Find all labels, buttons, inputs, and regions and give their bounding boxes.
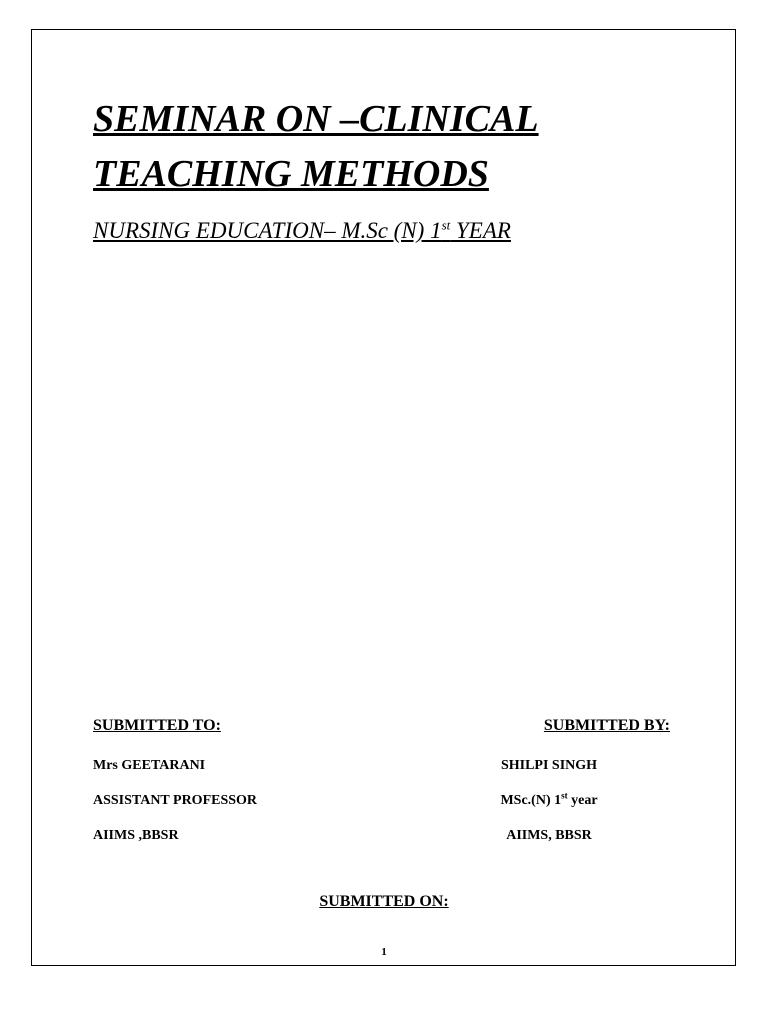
submitted-by-course-suffix: year — [567, 793, 598, 808]
submitted-by-institution: AIIMS, BBSR — [506, 828, 592, 843]
title-line-2: TEACHING METHODS — [93, 153, 489, 195]
submitted-by-heading: SUBMITTED BY: — [543, 717, 670, 734]
submitted-to-heading — [93, 714, 413, 738]
submitted-to-name: Mrs GEETARANI — [93, 758, 206, 773]
page-number: 1 — [381, 946, 387, 958]
submitted-on-heading: SUBMITTED ON: — [319, 893, 449, 910]
submitted-to-institution: AIIMS ,BBSR — [93, 828, 179, 843]
submitted-by-course-prefix: MSc.(N) 1 — [500, 793, 562, 808]
submitted-to-colon: : — [215, 717, 221, 734]
subtitle-superscript: st — [441, 217, 451, 233]
subtitle-prefix: NURSING EDUCATION– M.Sc (N) 1 — [93, 218, 442, 243]
submitted-by-name: SHILPI SINGH — [500, 758, 598, 773]
submitted-by-course-superscript: st — [561, 790, 568, 801]
title-line-1: SEMINAR ON –CLINICAL — [93, 98, 539, 140]
document-title — [93, 92, 693, 202]
submitted-by-course — [399, 783, 699, 818]
submitted-to-designation: ASSISTANT PROFESSOR — [93, 793, 258, 808]
submitted-to-heading-text: SUBMITTED TO — [93, 717, 216, 734]
document-subtitle — [93, 216, 713, 246]
submitted-to-block — [93, 714, 413, 853]
submitted-by-block — [440, 714, 740, 853]
subtitle-suffix: YEAR — [450, 218, 511, 243]
